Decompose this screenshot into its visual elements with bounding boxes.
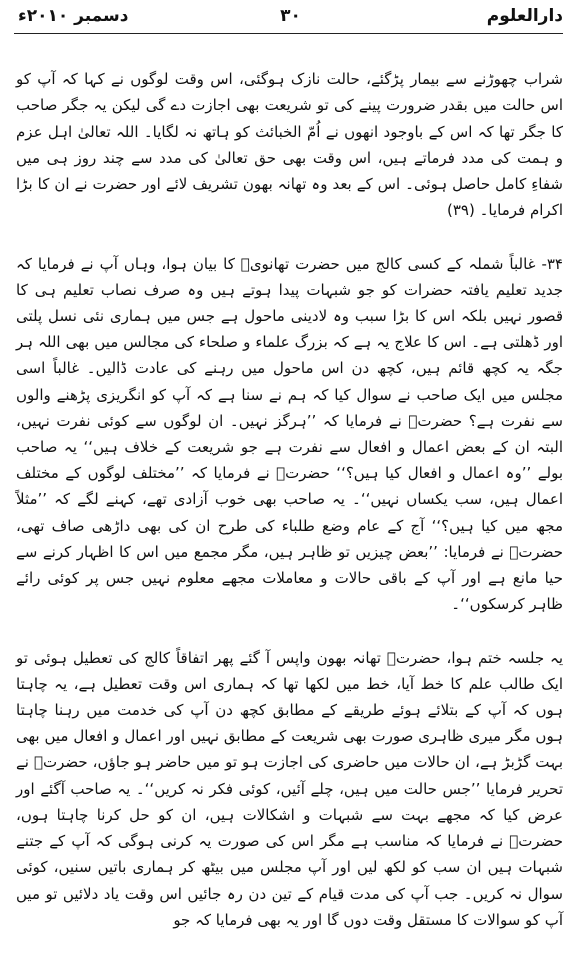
paragraph-2: ۳۴- غالباً شملہ کے کسی کالج میں حضرت تھانویؒ کا بیان ہوا، وہاں آپ نے فرمایا کہ جدید تعلیم یافتہ حضرات کو جو شبہات پیدا ہوتے ہیں وہ صرف نصاب تعلیم ہی کا قصور نہیں بلکہ اس کا بڑا سبب وہ لادینی ماحول ہے جس میں ہماری نئی نسل پلتی اور ڈھلتی ہے۔ اس کا علاج یہ ہے کہ بزرگ علماء و صلحاء کی مجالس میں بھی اللہ ہر جگہ یہ کچھ قائم ہیں، کچھ دن اس ماحول میں رہنے کی عادت ڈالیں۔ غالباً اسی مجلس میں ایک صاحب نے سوال کیا کہ ہم نے سنا ہے کہ آپ کو انگریزی پڑھنے والوں سے نفرت ہے؟ حضرتؒ نے فرمایا کہ ’’ہرگز نہیں۔ ان لوگوں سے کوئی نفرت نہیں، البتہ ان کے بعض اعمال و افعال سے نفرت ہے جو شریعت کے خلاف ہیں‘‘ یہ صاحب بولے ’’وہ اعمال و افعال کیا ہیں؟‘‘ حضرتؒ نے فرمایا کہ ’’مختلف لوگوں کے مختلف اعمال ہیں، سب یکساں نہیں‘‘۔ یہ صاحب بھی خوب آزادی تھے، کہنے لگے کہ ’’مثلاً مجھ میں کیا ہیں؟‘‘ آج کے عام وضع طلباء کی طرح ان کی بھی داڑھی صاف تھی، حضرتؒ نے فرمایا: ’’بعض چیزیں تو ظاہر ہیں، مگر مجمع میں اس کا اظہار کرنے سے حیا مانع ہے اور آپ کے باقی حالات و معاملات مجھے معلوم نہیں جس پر کوئی رائے ظاہر کرسکوں‘‘۔ <box>16 254 563 614</box>
page-header <box>18 6 563 32</box>
journal-name: دارالعلوم <box>486 6 563 26</box>
header-rule <box>14 33 563 34</box>
page-number: ۳۰ <box>280 6 301 26</box>
issue-date: دسمبر ۲۰۱۰ء <box>18 6 129 26</box>
paragraph-3: یہ جلسہ ختم ہوا، حضرتؒ تھانہ بھون واپس آ گئے پھر اتفاقاً کالج کی تعطیل ہوئی تو ایک طالب علم کا خط آیا، خط میں لکھا تھا کہ ہماری اس وقت تعطیل ہے، یہ چاہتا ہوں کہ آپ کے بتلائے ہوئے طریقے کے مطابق کچھ دن آپ کی خدمت میں رہنا چاہتا ہوں مگر میری ظاہری صورت بھی شریعت کے مطابق نہیں اور اعمال و افعال میں بھی بہت گڑبڑ ہے، ان حالات میں حاضری کی اجازت ہو تو میں حاضر ہو جاؤں، حضرتؒ نے تحریر فرمایا ’’جس حالت میں ہیں، چلے آئیں، کوئی فکر نہ کریں‘‘۔ یہ صاحب آگئے اور عرض کیا کہ مجھے بہت سے شبہات و اشکالات ہیں، ان کو حل کرنا چاہتا ہوں، حضرتؒ نے فرمایا کہ مناسب ہے مگر اس کی صورت یہ کرنی ہوگی کہ آپ کے جتنے شبہات ہیں ان سب کو لکھ لیں اور آپ مجلس میں بیٹھ کر ہماری باتیں سنیں، کوئی سوال نہ کریں۔ جب آپ کی مدت قیام کے تین دن رہ جائیں اس وقت یاد دلائیں تو میں آپ کو سوالات کا مستقل وقت دوں گا اور یہ بھی فرمایا کہ جو <box>16 648 563 929</box>
article-body <box>16 40 563 929</box>
paragraph-1: شراب چھوڑنے سے بیمار پڑگئے، حالت نازک ہوگئی، اس وقت لوگوں نے کہا کہ آپ کو اس حالت میں بقدر ضرورت پینے کی تو شریعت بھی اجازت دے گی لیکن یہ جگر صاحب کا جگر تھا کہ اس کے باوجود انھوں نے اُمّ الخبائث کو ہاتھ نہ لگایا۔ اللہ تعالیٰ اہل عزم و ہمت کی مدد فرماتے ہیں، اس وقت بھی حق تعالیٰ کی مدد سے چند روز ہی میں شفاءِ کامل حاصل ہوئی۔ اس کے بعد وہ تھانہ بھون تشریف لائے اور حضرت نے ان کا بڑا اکرام فرمایا۔ (۳۹) <box>16 70 563 220</box>
